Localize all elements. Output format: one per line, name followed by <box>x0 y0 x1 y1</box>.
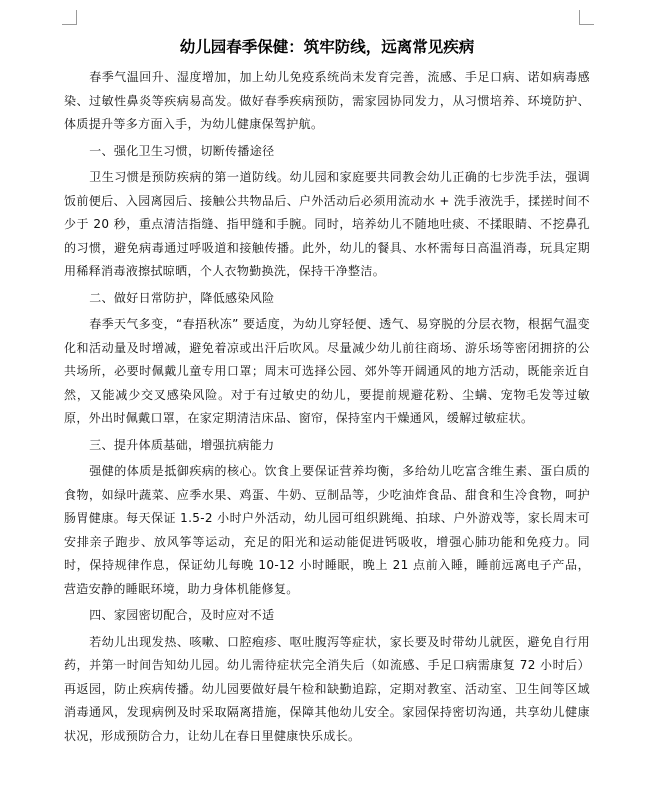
document-title: 幼儿园春季保健：筑牢防线，远离常见疾病 <box>179 37 475 56</box>
margin-corner-mark-left <box>62 10 77 25</box>
section-body-3: 强健的体质是抵御疾病的核心。饮食上要保证营养均衡，多给幼儿吃富含维生素、蛋白质的食物，如绿叶蔬菜、应季水果、鸡蛋、牛奶、豆制品等，少吃油炸食品、甜食和生冷食物，呵护肠胃健康。每天保证 1.5-2 小时户外活动，幼儿园可组织跳绳、拍球、户外游戏等，家长周末可安排亲子跑步、放风筝等运动，充足的阳光和运动能促进钙吸收，增强心肺功能和免疫力。同时，保持规律作息，保证幼儿每晚 10-12 小时睡眠，晚上 21 点前入睡，睡前远离电子产品，营造安静的睡眠环境，助力身体机能修复。 <box>64 464 590 596</box>
section-body-2: 春季天气多变，“春捂秋冻” 要适度，为幼儿穿轻便、透气、易穿脱的分层衣物，根据气温变化和活动量及时增减，避免着凉或出汗后吹风。尽量减少幼儿前往商场、游乐场等密闭拥挤的公共场所，必要时佩戴儿童专用口罩；周末可选择公园、郊外等开阔通风的地方活动，既能亲近自然，又能减少交叉感染风险。对于有过敏史的幼儿，要提前规避花粉、尘螨、宠物毛发等过敏原，外出时佩戴口罩，在家定期清洁床品、窗帘，保持室内干燥通风，缓解过敏症状。 <box>64 317 590 425</box>
section-body-4: 若幼儿出现发热、咳嗽、口腔疱疹、呕吐腹泻等症状，家长要及时带幼儿就医，避免自行用药，并第一时间告知幼儿园。幼儿需待症状完全消失后（如流感、手足口病需康复 72 小时后）再返园，防止疾病传播。幼儿园要做好晨午检和缺勤追踪，定期对教室、活动室、卫生间等区域消毒通风，发现病例及时采取隔离措施，保障其他幼儿安全。家园保持密切沟通，共享幼儿健康状况，形成预防合力，让幼儿在春日里健康快乐成长。 <box>64 634 590 743</box>
document-page <box>64 34 590 748</box>
section-heading-4: 四、家园密切配合，及时应对不适 <box>89 608 275 622</box>
section-heading-3: 三、提升体质基础，增强抗病能力 <box>89 437 275 452</box>
section-body-1: 卫生习惯是预防疾病的第一道防线。幼儿园和家庭要共同教会幼儿正确的七步洗手法，强调饭前便后、入园离园后、接触公共物品后、户外活动后必须用流动水 + 洗手液洗手，揉搓时间不少于 20 秒，重点清洁指缝、指甲缝和手腕。同时，培养幼儿不随地吐痰、不揉眼睛、不挖鼻孔的习惯，避免病毒通过呼吸道和接触传播。此外，幼儿的餐具、水杯需每日高温消毒，玩具定期用稀释消毒液擦拭晾晒，个人衣物勤换洗，保持干净整洁。 <box>64 170 590 278</box>
intro-paragraph: 春季气温回升、湿度增加，加上幼儿免疫系统尚未发育完善，流感、手足口病、诺如病毒感染、过敏性鼻炎等疾病易高发。做好春季疾病预防，需家园协同发力，从习惯培养、环境防护、体质提升等多方面入手，为幼儿健康保驾护航。 <box>64 70 590 131</box>
margin-corner-mark-right <box>579 10 594 25</box>
section-heading-1: 一、强化卫生习惯，切断传播途径 <box>89 143 275 158</box>
section-heading-2: 二、做好日常防护，降低感染风险 <box>89 290 275 305</box>
